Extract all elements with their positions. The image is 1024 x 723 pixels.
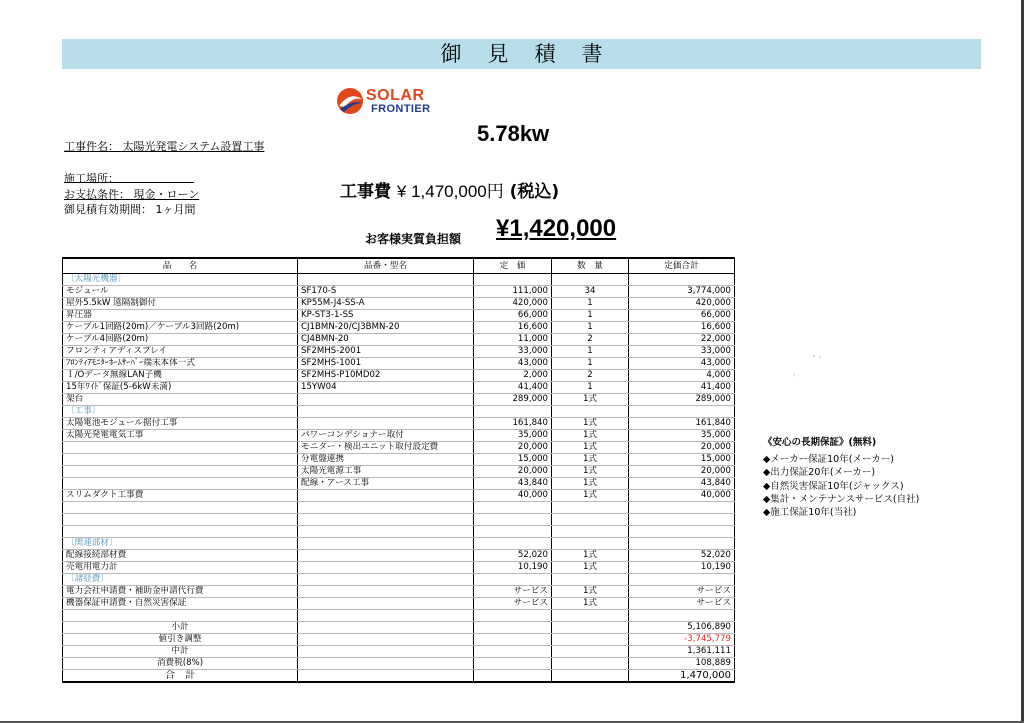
- warranty-item: ◆施工保証10年(当社): [763, 507, 857, 519]
- line-item-row: [63, 586, 735, 598]
- empty-cell: [552, 610, 629, 622]
- construction-place-underline: [64, 182, 194, 183]
- empty-cell: [298, 514, 474, 526]
- construction-cost-tax: (税込): [509, 182, 560, 202]
- empty-cell: [552, 634, 629, 646]
- warranty-item: ◆自然災害保証10年(ジャックス): [763, 480, 904, 492]
- item-qty: 1式: [552, 442, 629, 454]
- item-qty: 1式: [552, 394, 629, 406]
- line-item-row: [63, 430, 735, 442]
- item-name: 15年ﾜｲﾄﾞ保証(5-6kW未満): [63, 382, 298, 394]
- empty-cell: [298, 646, 474, 658]
- table-header-row: [63, 258, 735, 274]
- item-qty: 2: [552, 370, 629, 382]
- header-total: 定価合計: [629, 258, 735, 274]
- item-model: KP55M-J4-SS-A: [298, 298, 474, 310]
- system-capacity: 5.78kw: [477, 121, 550, 146]
- item-total: 16,600: [629, 322, 735, 334]
- item-model: 太陽光電源工事: [298, 466, 474, 478]
- empty-cell: [298, 526, 474, 538]
- scan-specks: [790, 350, 830, 380]
- summary-label: 中計: [63, 646, 298, 658]
- empty-cell: [552, 538, 629, 550]
- item-price: 420,000: [474, 298, 552, 310]
- item-name: 電力会社申請費・補助金申請代行費: [63, 586, 298, 598]
- item-total: 41,400: [629, 382, 735, 394]
- line-item-row: [63, 550, 735, 562]
- item-price: 10,190: [474, 562, 552, 574]
- blank-row: [63, 514, 735, 526]
- item-name: ﾌﾛﾝﾃｨｱﾓﾆﾀｰﾎｰﾑｻｰﾊﾞｰ端末本体一式: [63, 358, 298, 370]
- item-total: 35,000: [629, 430, 735, 442]
- item-name: 屋外5.5kW 遠隔制御付: [63, 298, 298, 310]
- empty-cell: [298, 274, 474, 286]
- item-price: 35,000: [474, 430, 552, 442]
- item-price: 66,000: [474, 310, 552, 322]
- item-name: Ｉ/Oデータ無線LAN子機: [63, 370, 298, 382]
- empty-cell: [298, 622, 474, 634]
- summary-value: 1,470,000: [629, 670, 735, 683]
- blank-row: [63, 526, 735, 538]
- empty-cell: [552, 574, 629, 586]
- item-total: サービス: [629, 586, 735, 598]
- customer-burden-label: お客様実質負担額: [365, 232, 462, 246]
- empty-cell: [474, 622, 552, 634]
- category-row: [63, 574, 735, 586]
- empty-cell: [629, 514, 735, 526]
- empty-cell: [552, 526, 629, 538]
- construction-cost-amount: ¥ 1,470,000円: [396, 182, 504, 201]
- empty-cell: [629, 274, 735, 286]
- item-total: 66,000: [629, 310, 735, 322]
- header-qty: 数 量: [552, 258, 629, 274]
- item-price: 161,840: [474, 418, 552, 430]
- header-model: 品番・型名: [298, 258, 474, 274]
- empty-cell: [629, 574, 735, 586]
- item-qty: 2: [552, 334, 629, 346]
- item-model: SF2MHS-2001: [298, 346, 474, 358]
- empty-cell: [298, 610, 474, 622]
- warranty-item: ◆メーカー保証10年(メーカー): [763, 454, 894, 466]
- item-model: 配線・アース工事: [298, 478, 474, 490]
- item-price: 16,600: [474, 322, 552, 334]
- summary-value: -3,745,779: [629, 634, 735, 646]
- project-name: 工事件名： 太陽光発電システム設置工事: [64, 140, 265, 153]
- summary-value: 1,361,111: [629, 646, 735, 658]
- line-item-row: [63, 454, 735, 466]
- line-item-row: [63, 310, 735, 322]
- sun-logo-icon: [336, 87, 364, 115]
- item-total: 43,000: [629, 358, 735, 370]
- category-row: [63, 274, 735, 286]
- empty-cell: [298, 658, 474, 670]
- category-row: [63, 538, 735, 550]
- item-total: 22,000: [629, 334, 735, 346]
- item-price: 15,000: [474, 454, 552, 466]
- item-name: フロンティアディスプレイ: [63, 346, 298, 358]
- item-model: 分電盤連携: [298, 454, 474, 466]
- empty-cell: [552, 670, 629, 683]
- empty-cell: [474, 406, 552, 418]
- line-item-row: [63, 286, 735, 298]
- category-label: 〔関連部材〕: [63, 538, 298, 550]
- estimate-table: [62, 257, 735, 683]
- header-item-name: 品 名: [63, 258, 298, 274]
- logo-text-solar: SOLAR: [366, 87, 425, 104]
- empty-cell: [298, 406, 474, 418]
- item-total: 20,000: [629, 442, 735, 454]
- item-price: 2,000: [474, 370, 552, 382]
- item-name: 機器保証申請費・自然災害保証: [63, 598, 298, 610]
- summary-row: [63, 634, 735, 646]
- item-name: ケーブル1回路(20m)／ケーブル3回路(20m): [63, 322, 298, 334]
- empty-cell: [552, 274, 629, 286]
- line-item-row: [63, 598, 735, 610]
- empty-cell: [474, 526, 552, 538]
- payment-terms: お支払条件： 現金・ローン: [64, 188, 200, 201]
- summary-value: 5,106,890: [629, 622, 735, 634]
- empty-cell: [63, 526, 298, 538]
- summary-label: 合 計: [63, 670, 298, 683]
- item-model: SF2MHS-P10MD02: [298, 370, 474, 382]
- item-qty: 1: [552, 298, 629, 310]
- line-item-row: [63, 490, 735, 502]
- construction-cost-label: 工事費: [340, 182, 391, 202]
- empty-cell: [629, 406, 735, 418]
- item-price: 111,000: [474, 286, 552, 298]
- empty-cell: [298, 538, 474, 550]
- item-name: 配線接続部材費: [63, 550, 298, 562]
- item-name: スリムダクト工事費: [63, 490, 298, 502]
- empty-cell: [63, 610, 298, 622]
- item-model: SF2MHS-1001: [298, 358, 474, 370]
- empty-cell: [629, 502, 735, 514]
- item-total: 289,000: [629, 394, 735, 406]
- item-model: [298, 550, 474, 562]
- line-item-row: [63, 394, 735, 406]
- grand-total-row: [63, 670, 735, 683]
- line-item-row: [63, 334, 735, 346]
- empty-cell: [474, 634, 552, 646]
- header-price: 定 価: [474, 258, 552, 274]
- item-total: 33,000: [629, 346, 735, 358]
- empty-cell: [552, 622, 629, 634]
- item-model: パワーコンデショナー取付: [298, 430, 474, 442]
- empty-cell: [474, 658, 552, 670]
- empty-cell: [474, 670, 552, 683]
- category-label: 〔工事〕: [63, 406, 298, 418]
- item-qty: 1式: [552, 562, 629, 574]
- summary-value: 108,889: [629, 658, 735, 670]
- item-total: 161,840: [629, 418, 735, 430]
- item-price: 20,000: [474, 442, 552, 454]
- item-model: [298, 418, 474, 430]
- empty-cell: [474, 646, 552, 658]
- line-item-row: [63, 358, 735, 370]
- line-item-row: [63, 466, 735, 478]
- category-row: [63, 406, 735, 418]
- item-qty: 1式: [552, 466, 629, 478]
- quote-validity: 御見積有効期間： 1ヶ月間: [64, 203, 196, 216]
- warranty-item: ◆集計・メンテナンスサービス(自社): [763, 493, 920, 505]
- item-total: 420,000: [629, 298, 735, 310]
- empty-cell: [298, 670, 474, 683]
- item-name: 昇圧器: [63, 310, 298, 322]
- empty-cell: [552, 502, 629, 514]
- item-total: 4,000: [629, 370, 735, 382]
- item-total: 20,000: [629, 466, 735, 478]
- empty-cell: [63, 514, 298, 526]
- empty-cell: [63, 502, 298, 514]
- item-qty: 1式: [552, 550, 629, 562]
- document-title: 御見積書: [62, 39, 981, 69]
- item-total: 40,000: [629, 490, 735, 502]
- construction-cost: [340, 177, 559, 202]
- empty-cell: [552, 658, 629, 670]
- category-label: 〔太陽光機器〕: [63, 274, 298, 286]
- item-qty: 34: [552, 286, 629, 298]
- summary-row: [63, 646, 735, 658]
- item-name: モジュール: [63, 286, 298, 298]
- summary-label: 値引き調整: [63, 634, 298, 646]
- empty-cell: [474, 514, 552, 526]
- empty-cell: [298, 634, 474, 646]
- line-item-row: [63, 382, 735, 394]
- blank-row: [63, 610, 735, 622]
- line-item-row: [63, 346, 735, 358]
- item-name: 太陽光発電電気工事: [63, 430, 298, 442]
- item-model: 15YW04: [298, 382, 474, 394]
- customer-burden-amount: ¥1,420,000: [496, 215, 617, 242]
- item-total: 43,840: [629, 478, 735, 490]
- line-item-row: [63, 478, 735, 490]
- empty-cell: [629, 526, 735, 538]
- item-price: 40,000: [474, 490, 552, 502]
- empty-cell: [474, 538, 552, 550]
- warranty-panel: [763, 436, 919, 519]
- item-name: 太陽電池モジュール据付工事: [63, 418, 298, 430]
- item-name: [63, 478, 298, 490]
- item-name: [63, 466, 298, 478]
- empty-cell: [474, 610, 552, 622]
- item-qty: 1: [552, 346, 629, 358]
- item-name: [63, 454, 298, 466]
- item-price: 33,000: [474, 346, 552, 358]
- item-price: 43,000: [474, 358, 552, 370]
- item-qty: 1式: [552, 586, 629, 598]
- item-model: KP-ST3-1-SS: [298, 310, 474, 322]
- item-total: 10,190: [629, 562, 735, 574]
- summary-label: 小計: [63, 622, 298, 634]
- item-price: 41,400: [474, 382, 552, 394]
- item-name: 売電用電力計: [63, 562, 298, 574]
- item-total: 3,774,000: [629, 286, 735, 298]
- item-qty: 1式: [552, 418, 629, 430]
- item-qty: 1式: [552, 478, 629, 490]
- item-price: 52,020: [474, 550, 552, 562]
- empty-cell: [298, 574, 474, 586]
- item-model: [298, 562, 474, 574]
- item-total: 15,000: [629, 454, 735, 466]
- item-qty: 1: [552, 382, 629, 394]
- empty-cell: [629, 538, 735, 550]
- line-item-row: [63, 442, 735, 454]
- item-qty: 1: [552, 322, 629, 334]
- empty-cell: [552, 646, 629, 658]
- line-item-row: [63, 298, 735, 310]
- line-item-row: [63, 562, 735, 574]
- item-qty: 1: [552, 310, 629, 322]
- item-qty: 1: [552, 358, 629, 370]
- summary-row: [63, 658, 735, 670]
- item-model: [298, 394, 474, 406]
- empty-cell: [629, 610, 735, 622]
- category-label: 〔諸経費〕: [63, 574, 298, 586]
- item-model: [298, 490, 474, 502]
- item-price: 289,000: [474, 394, 552, 406]
- empty-cell: [474, 274, 552, 286]
- item-name: ケーブル4回路(20m): [63, 334, 298, 346]
- solar-frontier-logo: [336, 84, 436, 118]
- blank-row: [63, 502, 735, 514]
- empty-cell: [474, 574, 552, 586]
- summary-row: [63, 622, 735, 634]
- item-total: サービス: [629, 598, 735, 610]
- logo-text-frontier: FRONTIER: [371, 103, 431, 115]
- line-item-row: [63, 322, 735, 334]
- item-total: 52,020: [629, 550, 735, 562]
- empty-cell: [298, 502, 474, 514]
- item-price: サービス: [474, 586, 552, 598]
- empty-cell: [552, 514, 629, 526]
- item-qty: 1式: [552, 598, 629, 610]
- item-name: 架台: [63, 394, 298, 406]
- item-name: [63, 442, 298, 454]
- empty-cell: [474, 502, 552, 514]
- item-model: CJ4BMN-20: [298, 334, 474, 346]
- item-model: [298, 586, 474, 598]
- item-qty: 1式: [552, 454, 629, 466]
- item-model: [298, 598, 474, 610]
- item-price: 20,000: [474, 466, 552, 478]
- warranty-item: ◆出力保証20年(メーカー): [763, 467, 876, 479]
- item-model: CJ1BMN-20/CJ3BMN-20: [298, 322, 474, 334]
- item-qty: 1式: [552, 430, 629, 442]
- line-item-row: [63, 418, 735, 430]
- item-model: SF170-S: [298, 286, 474, 298]
- construction-place-label: 施工場所：: [64, 172, 119, 185]
- item-qty: 1式: [552, 490, 629, 502]
- item-model: モニター・検出ユニット取付設定費: [298, 442, 474, 454]
- item-price: 43,840: [474, 478, 552, 490]
- summary-label: 消費税(8%): [63, 658, 298, 670]
- item-price: 11,000: [474, 334, 552, 346]
- item-price: サービス: [474, 598, 552, 610]
- line-item-row: [63, 370, 735, 382]
- warranty-heading: 《安心の長期保証》(無料): [763, 437, 877, 448]
- empty-cell: [552, 406, 629, 418]
